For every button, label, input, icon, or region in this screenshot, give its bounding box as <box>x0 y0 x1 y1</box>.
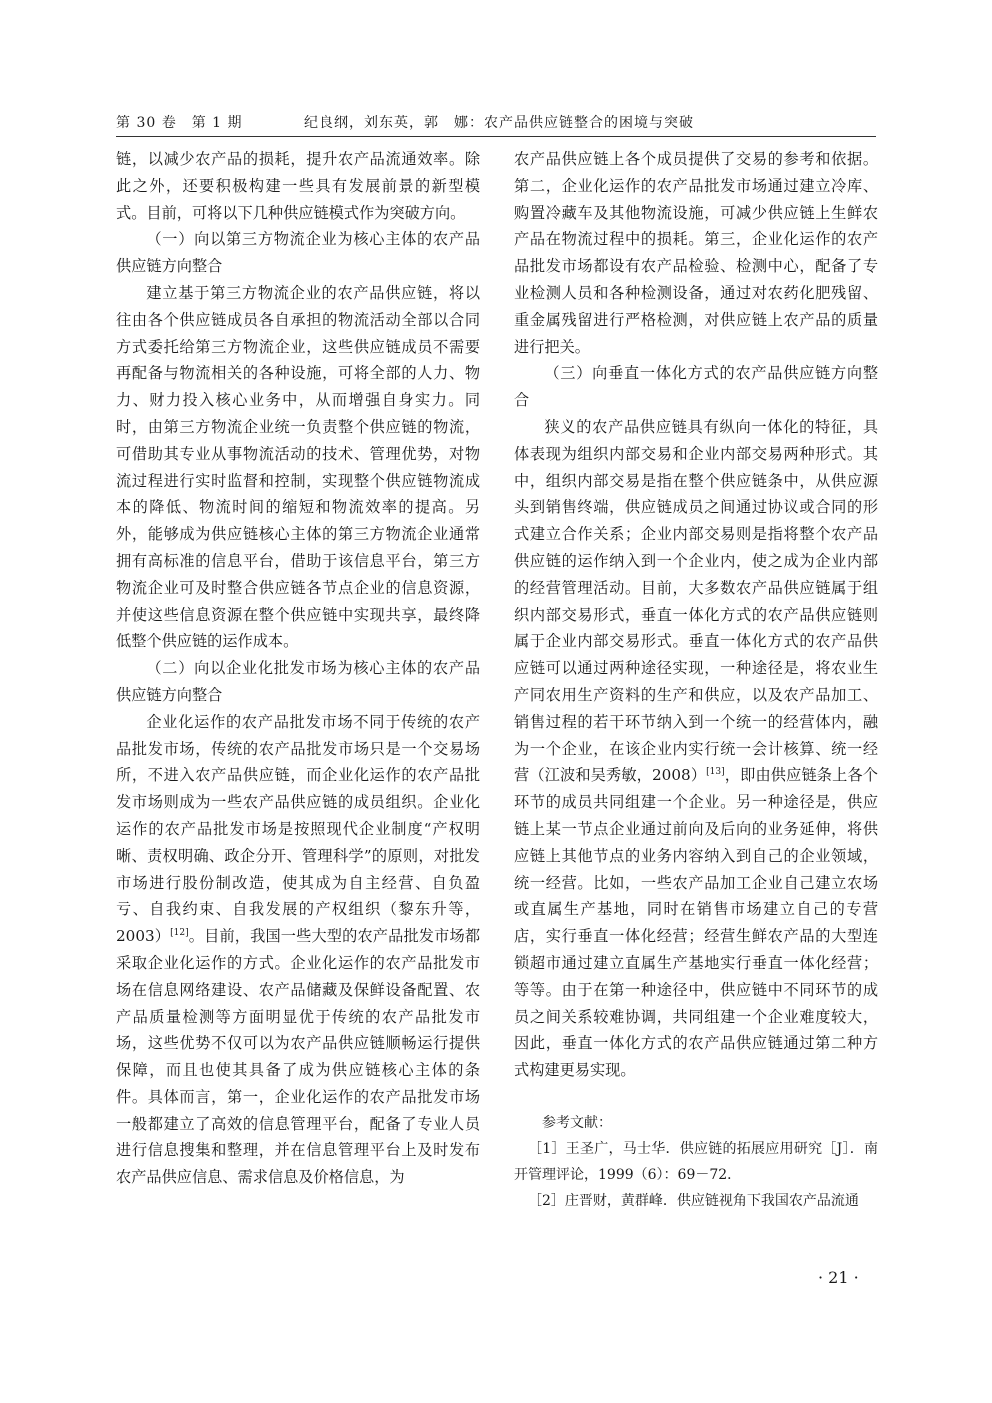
section-heading: （一）向以第三方物流企业为核心主体的农产品供应链方向整合 <box>116 230 480 276</box>
paragraph <box>116 709 480 1191</box>
section-heading: （二）向以企业化批发市场为核心主体的农产品供应链方向整合 <box>116 659 480 704</box>
citation-marker: [13] <box>706 767 725 778</box>
header-rule <box>116 136 876 137</box>
paragraph <box>514 414 878 1084</box>
paragraph: 建立基于第三方物流企业的农产品供应链，将以往由各个供应链成员各自承担的物流活动全部以合同方式委托给第三方物流企业，这些供应链成员不需要再配备与物流相关的各种设施，可将全部的人力、物力、财力投入核心业务中，从而增强自身实力。同时，由第三方物流企业统一负责整个供应链的物流，可借助其专业从事物流活动的技术、管理优势，对物流过程进行实时监督和控制，实现整个供应链物流成本的降低、物流时间的缩短和物流效率的提高。另外，能够成为供应链核心主体的第三方物流企业通常拥有高标准的信息平台，借助于该信息平台，第三方物流企业可及时整合供应链各节点企业的信息资源，并使这些信息资源在整个供应链中实现共享，最终降低整个供应链的运作成本。 <box>116 283 480 651</box>
paragraph-text: 企业化运作的农产品批发市场不同于传统的农产品批发市场，传统的农产品批发市场只是一个交易场所，不进入农产品供应链，而企业化运作的农产品批发市场则成为一些农产品供应链的成员组织。企业化运作的农产品批发市场是按照现代企业制度“产权明晰、责权明确、政企分开、管理科学”的原则，对批发市场进行股份制改造，使其成为自主经营、自负盈亏、自我约束、自我发展的产权组织（黎东升等，2003） <box>116 712 480 946</box>
running-header <box>116 110 876 136</box>
right-column <box>514 146 878 1214</box>
page-number: · 21 · <box>818 1268 859 1287</box>
paragraph-text: ，即由供应链条上各个环节的成员共同组建一个企业。另一种途径是，供应链上某一节点企业通过前向及后向的业务延伸，将供应链上其他节点的业务内容纳入到自己的企业领域，统一经营。比如，一些农产品加工企业自己建立农场或直属生产基地，同时在销售市场建立自己的专营店，实行垂直一体化经营；经营生鲜农产品的大型连锁超市通过建立直属生产基地实行垂直一体化经营；等等。由于在第一种途径中，供应链中不同环节的成员之间关系较难协调，共同组建一个企业难度较大，因此，垂直一体化方式的农产品供应链通过第二种方式构建更易实现。 <box>514 766 878 1080</box>
references <box>514 1110 878 1214</box>
references-title: 参考文献： <box>542 1114 612 1131</box>
left-column <box>116 146 480 1191</box>
running-title: 纪良纲，刘东英，郭 娜：农产品供应链整合的困境与突破 <box>304 115 694 131</box>
paragraph-text: 。目前，我国一些大型的农产品批发市场都采取企业化运作的方式。企业化运作的农产品批发市场在信息网络建设、农产品储藏及保鲜设备配置、农产品质量检测等方面明显优于传统的农产品批发市场，这些优势不仅可以为农产品供应链顺畅运行提供保障，而且也使其具备了成为供应链核心主体的条件。具体而言，第一，企业化运作的农产品批发市场一般都建立了高效的信息管理平台，配备了专业人员进行信息搜集和整理，并在信息管理平台上及时发布农产品供应信息、需求信息及价格信息，为 <box>116 927 481 1187</box>
section-heading: （三）向垂直一体化方式的农产品供应链方向整合 <box>514 364 878 410</box>
paragraph: 农产品供应链上各个成员提供了交易的参考和依据。第二，企业化运作的农产品批发市场通过建立冷库、购置冷藏车及其他物流设施，可减少供应链上生鲜农产品在物流过程中的损耗。第三，企业化运作的农产品批发市场都设有农产品检验、检测中心，配备了专业检测人员和各种检测设备，通过对农药化肥残留、重金属残留进行严格检测，对供应链上农产品的质量进行把关。 <box>514 150 878 356</box>
volume-issue: 第 30 卷 第 1 期 <box>116 115 243 131</box>
citation-marker: [12] <box>170 928 189 939</box>
reference-item: ［1］王圣广，马士华．供应链的拓展应用研究［J］．南开管理评论，1999（6）：69－72． <box>514 1140 878 1183</box>
paragraph-text: 狭义的农产品供应链具有纵向一体化的特征，具体表现为组织内部交易和企业内部交易两种形式。其中，组织内部交易是指在整个供应链条中，从供应源头到销售终端，供应链成员之间通过协议或合同的形式建立合作关系；企业内部交易则是指将整个农产品供应链的运作纳入到一个企业内，使之成为企业内部的经营管理活动。目前，大多数农产品供应链属于组织内部交易形式，垂直一体化方式的农产品供应链则属于企业内部交易形式。垂直一体化方式的农产品供应链可以通过两种途径实现，一种途径是，将农业生产同农用生产资料的生产和供应，以及农产品加工、销售过程的若干环节纳入到一个统一的经营体内，融为一个企业，在该企业内实行统一会计核算、统一经营（江波和吴秀敏，2008） <box>514 417 878 785</box>
paragraph: 链，以减少农产品的损耗，提升农产品流通效率。除此之外，还要积极构建一些具有发展前景的新型模式。目前，可将以下几种供应链模式作为突破方向。 <box>116 150 480 222</box>
reference-item: ［2］庄晋财，黄群峰．供应链视角下我国农产品流通 <box>528 1192 859 1209</box>
